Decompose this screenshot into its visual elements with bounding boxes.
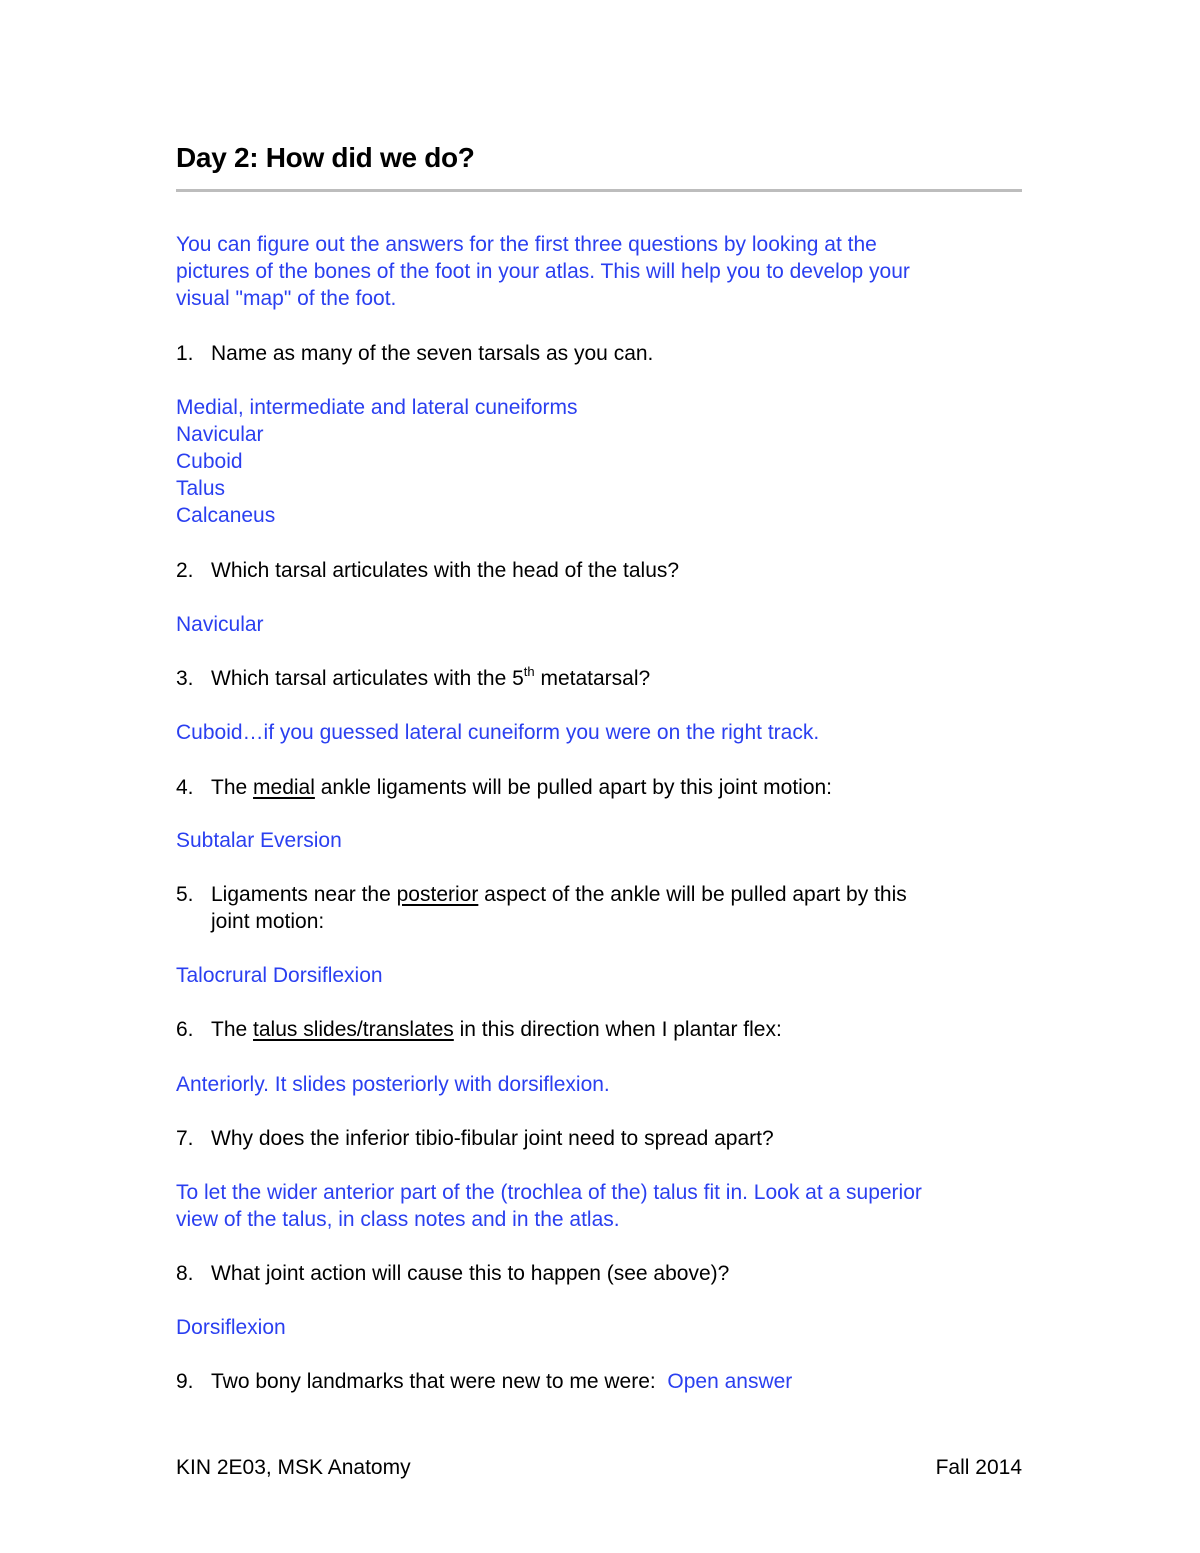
question-8 [176, 1260, 729, 1287]
question-number: 7. [176, 1127, 194, 1150]
answer-line: Calcaneus [176, 504, 276, 527]
answer-line: view of the talus, in class notes and in the atlas. [176, 1208, 620, 1231]
answer-line: Medial, intermediate and lateral cuneiforms [176, 396, 578, 419]
question-number: 8. [176, 1262, 194, 1285]
question-text: aspect of the ankle will be pulled apart by this [478, 883, 907, 906]
answer-1 [176, 394, 578, 529]
question-text: What joint action will cause this to happen (see above)? [211, 1262, 730, 1285]
intro-line: You can figure out the answers for the first three questions by looking at the [176, 233, 877, 256]
question-text: Which tarsal articulates with the head of the talus? [211, 559, 680, 582]
answer-line: Cuboid [176, 450, 243, 473]
underlined-term: posterior [396, 883, 479, 906]
question-number: 5. [176, 883, 194, 906]
answer-line: To let the wider anterior part of the (trochlea of the) talus fit in. Look at a superior [176, 1181, 922, 1204]
answer-7 [176, 1179, 922, 1233]
question-number: 3. [176, 667, 194, 690]
question-4 [176, 774, 832, 801]
question-text: metatarsal? [534, 667, 651, 690]
intro-line: visual "map" of the foot. [176, 287, 397, 310]
question-number: 2. [176, 559, 194, 582]
superscript: th [523, 664, 535, 679]
question-9 [176, 1368, 792, 1395]
answer-line: Navicular [176, 423, 264, 446]
question-text: Which tarsal articulates with the 5 [211, 667, 524, 690]
answer-3: Cuboid…if you guessed lateral cuneiform you were on the right track. [176, 721, 820, 744]
footer-term: Fall 2014 [935, 1456, 1022, 1479]
question-number: 9. [176, 1370, 194, 1393]
question-text: The [211, 1018, 254, 1041]
answer-6: Anteriorly. It slides posteriorly with dorsiflexion. [176, 1073, 610, 1096]
question-text: Ligaments near the [211, 883, 397, 906]
footer-course: KIN 2E03, MSK Anatomy [176, 1456, 411, 1479]
question-text: joint motion: [211, 910, 325, 933]
question-number: 1. [176, 342, 194, 365]
title-divider [176, 189, 1022, 192]
question-text: ankle ligaments will be pulled apart by this joint motion: [314, 776, 833, 799]
question-5 [176, 881, 907, 935]
answer-5: Talocrural Dorsiflexion [176, 964, 383, 987]
question-text: Name as many of the seven tarsals as you can. [211, 342, 654, 365]
answer-2: Navicular [176, 613, 264, 636]
intro-paragraph [176, 231, 910, 312]
answer-4: Subtalar Eversion [176, 829, 342, 852]
question-text: Two bony landmarks that were new to me were: [211, 1370, 668, 1393]
question-2 [176, 557, 679, 584]
question-number: 6. [176, 1018, 194, 1041]
question-text: in this direction when I plantar flex: [453, 1018, 782, 1041]
answer-line: Talus [176, 477, 226, 500]
underlined-term: medial [253, 776, 315, 799]
underlined-term: talus slides/translates [253, 1018, 454, 1041]
question-1 [176, 340, 653, 367]
page-title: Day 2: How did we do? [176, 142, 475, 173]
answer-8: Dorsiflexion [176, 1316, 286, 1339]
answer-9: Open answer [667, 1370, 793, 1393]
question-text: The [211, 776, 254, 799]
question-6 [176, 1016, 782, 1043]
question-3 [176, 665, 650, 692]
question-number: 4. [176, 776, 194, 799]
question-7 [176, 1125, 774, 1152]
intro-line: pictures of the bones of the foot in your atlas. This will help you to develop your [176, 260, 910, 283]
question-text: Why does the inferior tibio-fibular joint need to spread apart? [211, 1127, 774, 1150]
